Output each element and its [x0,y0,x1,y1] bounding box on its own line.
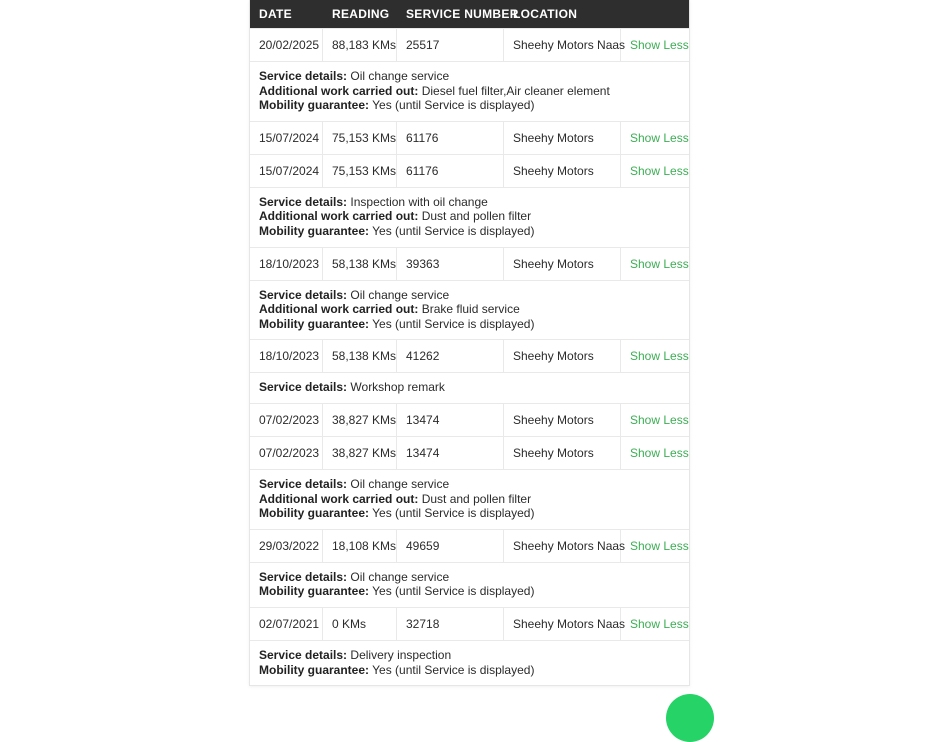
service-details-value: Oil change service [350,476,450,491]
row-date: 29/03/2022 [250,530,323,562]
mobility-guarantee-label: Mobility guarantee: [259,98,370,113]
show-less-link[interactable]: Show Less [630,130,689,145]
row-service-number: 61176 [397,122,504,154]
row-reading: 58,138 KMs [323,340,397,372]
row-service-number: 32718 [397,608,504,640]
additional-work-value: Dust and pollen filter [421,491,532,506]
show-less-link[interactable]: Show Less [630,256,689,271]
show-less-link[interactable]: Show Less [630,616,689,631]
service-details-block [250,562,689,607]
additional-work-value: Diesel fuel filter,Air cleaner element [421,83,610,98]
table-row [250,436,689,469]
row-date: 07/02/2023 [250,437,323,469]
mobility-guarantee-label: Mobility guarantee: [259,316,370,331]
additional-work-label: Additional work carried out: [259,302,419,317]
row-reading: 75,153 KMs [323,155,397,187]
row-location: Sheehy Motors Naas [504,608,621,640]
table-row [250,339,689,372]
service-details-label: Service details: [259,69,348,83]
service-details-label: Service details: [259,287,348,302]
col-date: DATE [259,7,292,21]
service-details-value: Workshop remark [350,380,445,395]
mobility-guarantee-label: Mobility guarantee: [259,506,370,521]
service-details-label: Service details: [259,194,348,209]
col-location: LOCATION [513,7,578,21]
service-details-label: Service details: [259,380,348,395]
mobility-guarantee-label: Mobility guarantee: [259,223,370,238]
service-details-value: Inspection with oil change [350,194,488,209]
row-service-number: 61176 [397,155,504,187]
service-details-block [250,61,689,121]
row-location: Sheehy Motors [504,248,621,280]
show-less-link[interactable]: Show Less [630,349,689,364]
table-header [250,0,689,28]
col-service-number: SERVICE NUMBER [406,7,519,21]
table-row [250,121,689,154]
table-row [250,403,689,436]
show-less-link[interactable]: Show Less [630,163,689,178]
row-reading: 88,183 KMs [323,29,397,61]
row-service-number: 39363 [397,248,504,280]
row-service-number: 13474 [397,437,504,469]
row-date: 18/10/2023 [250,248,323,280]
service-details-block [250,187,689,247]
mobility-guarantee-value: Yes (until Service is displayed) [372,584,535,599]
row-date: 02/07/2021 [250,608,323,640]
col-reading: READING [332,7,390,21]
row-reading: 38,827 KMs [323,404,397,436]
service-details-value: Oil change service [350,287,450,302]
row-date: 15/07/2024 [250,155,323,187]
row-location: Sheehy Motors Naas [504,29,621,61]
service-details-value: Delivery inspection [350,647,452,662]
service-history-table [249,0,690,686]
chat-icon[interactable] [666,694,714,742]
mobility-guarantee-label: Mobility guarantee: [259,662,370,677]
additional-work-value: Dust and pollen filter [421,209,532,224]
show-less-link[interactable]: Show Less [630,538,689,553]
additional-work-label: Additional work carried out: [259,83,419,98]
service-details-block [250,372,689,403]
row-service-number: 25517 [397,29,504,61]
mobility-guarantee-value: Yes (until Service is displayed) [372,98,535,113]
row-date: 07/02/2023 [250,404,323,436]
row-service-number: 41262 [397,340,504,372]
show-less-link[interactable]: Show Less [630,412,689,427]
row-location: Sheehy Motors [504,155,621,187]
additional-work-label: Additional work carried out: [259,491,419,506]
additional-work-label: Additional work carried out: [259,209,419,224]
row-date: 18/10/2023 [250,340,323,372]
additional-work-value: Brake fluid service [421,302,520,317]
row-reading: 75,153 KMs [323,122,397,154]
mobility-guarantee-value: Yes (until Service is displayed) [372,316,535,331]
mobility-guarantee-label: Mobility guarantee: [259,584,370,599]
row-reading: 18,108 KMs [323,530,397,562]
row-location: Sheehy Motors Naas [504,530,621,562]
show-less-link[interactable]: Show Less [630,38,689,52]
mobility-guarantee-value: Yes (until Service is displayed) [372,506,535,521]
row-location: Sheehy Motors [504,404,621,436]
row-date: 15/07/2024 [250,122,323,154]
row-reading: 0 KMs [323,608,397,640]
row-service-number: 49659 [397,530,504,562]
mobility-guarantee-value: Yes (until Service is displayed) [372,223,535,238]
row-location: Sheehy Motors [504,340,621,372]
row-reading: 58,138 KMs [323,248,397,280]
table-row [250,247,689,280]
service-details-block [250,469,689,529]
row-reading: 38,827 KMs [323,437,397,469]
row-location: Sheehy Motors [504,437,621,469]
service-details-value: Oil change service [350,569,450,584]
service-details-label: Service details: [259,476,348,491]
service-details-label: Service details: [259,647,348,662]
mobility-guarantee-value: Yes (until Service is displayed) [372,662,535,677]
service-details-label: Service details: [259,569,348,584]
service-details-value: Oil change service [350,69,450,83]
service-details-block [250,640,689,685]
row-date: 20/02/2025 [250,29,323,61]
table-row [250,154,689,187]
service-details-block [250,280,689,340]
table-row [250,28,689,61]
show-less-link[interactable]: Show Less [630,445,689,460]
table-row [250,607,689,640]
table-row [250,529,689,562]
row-service-number: 13474 [397,404,504,436]
row-location: Sheehy Motors [504,122,621,154]
